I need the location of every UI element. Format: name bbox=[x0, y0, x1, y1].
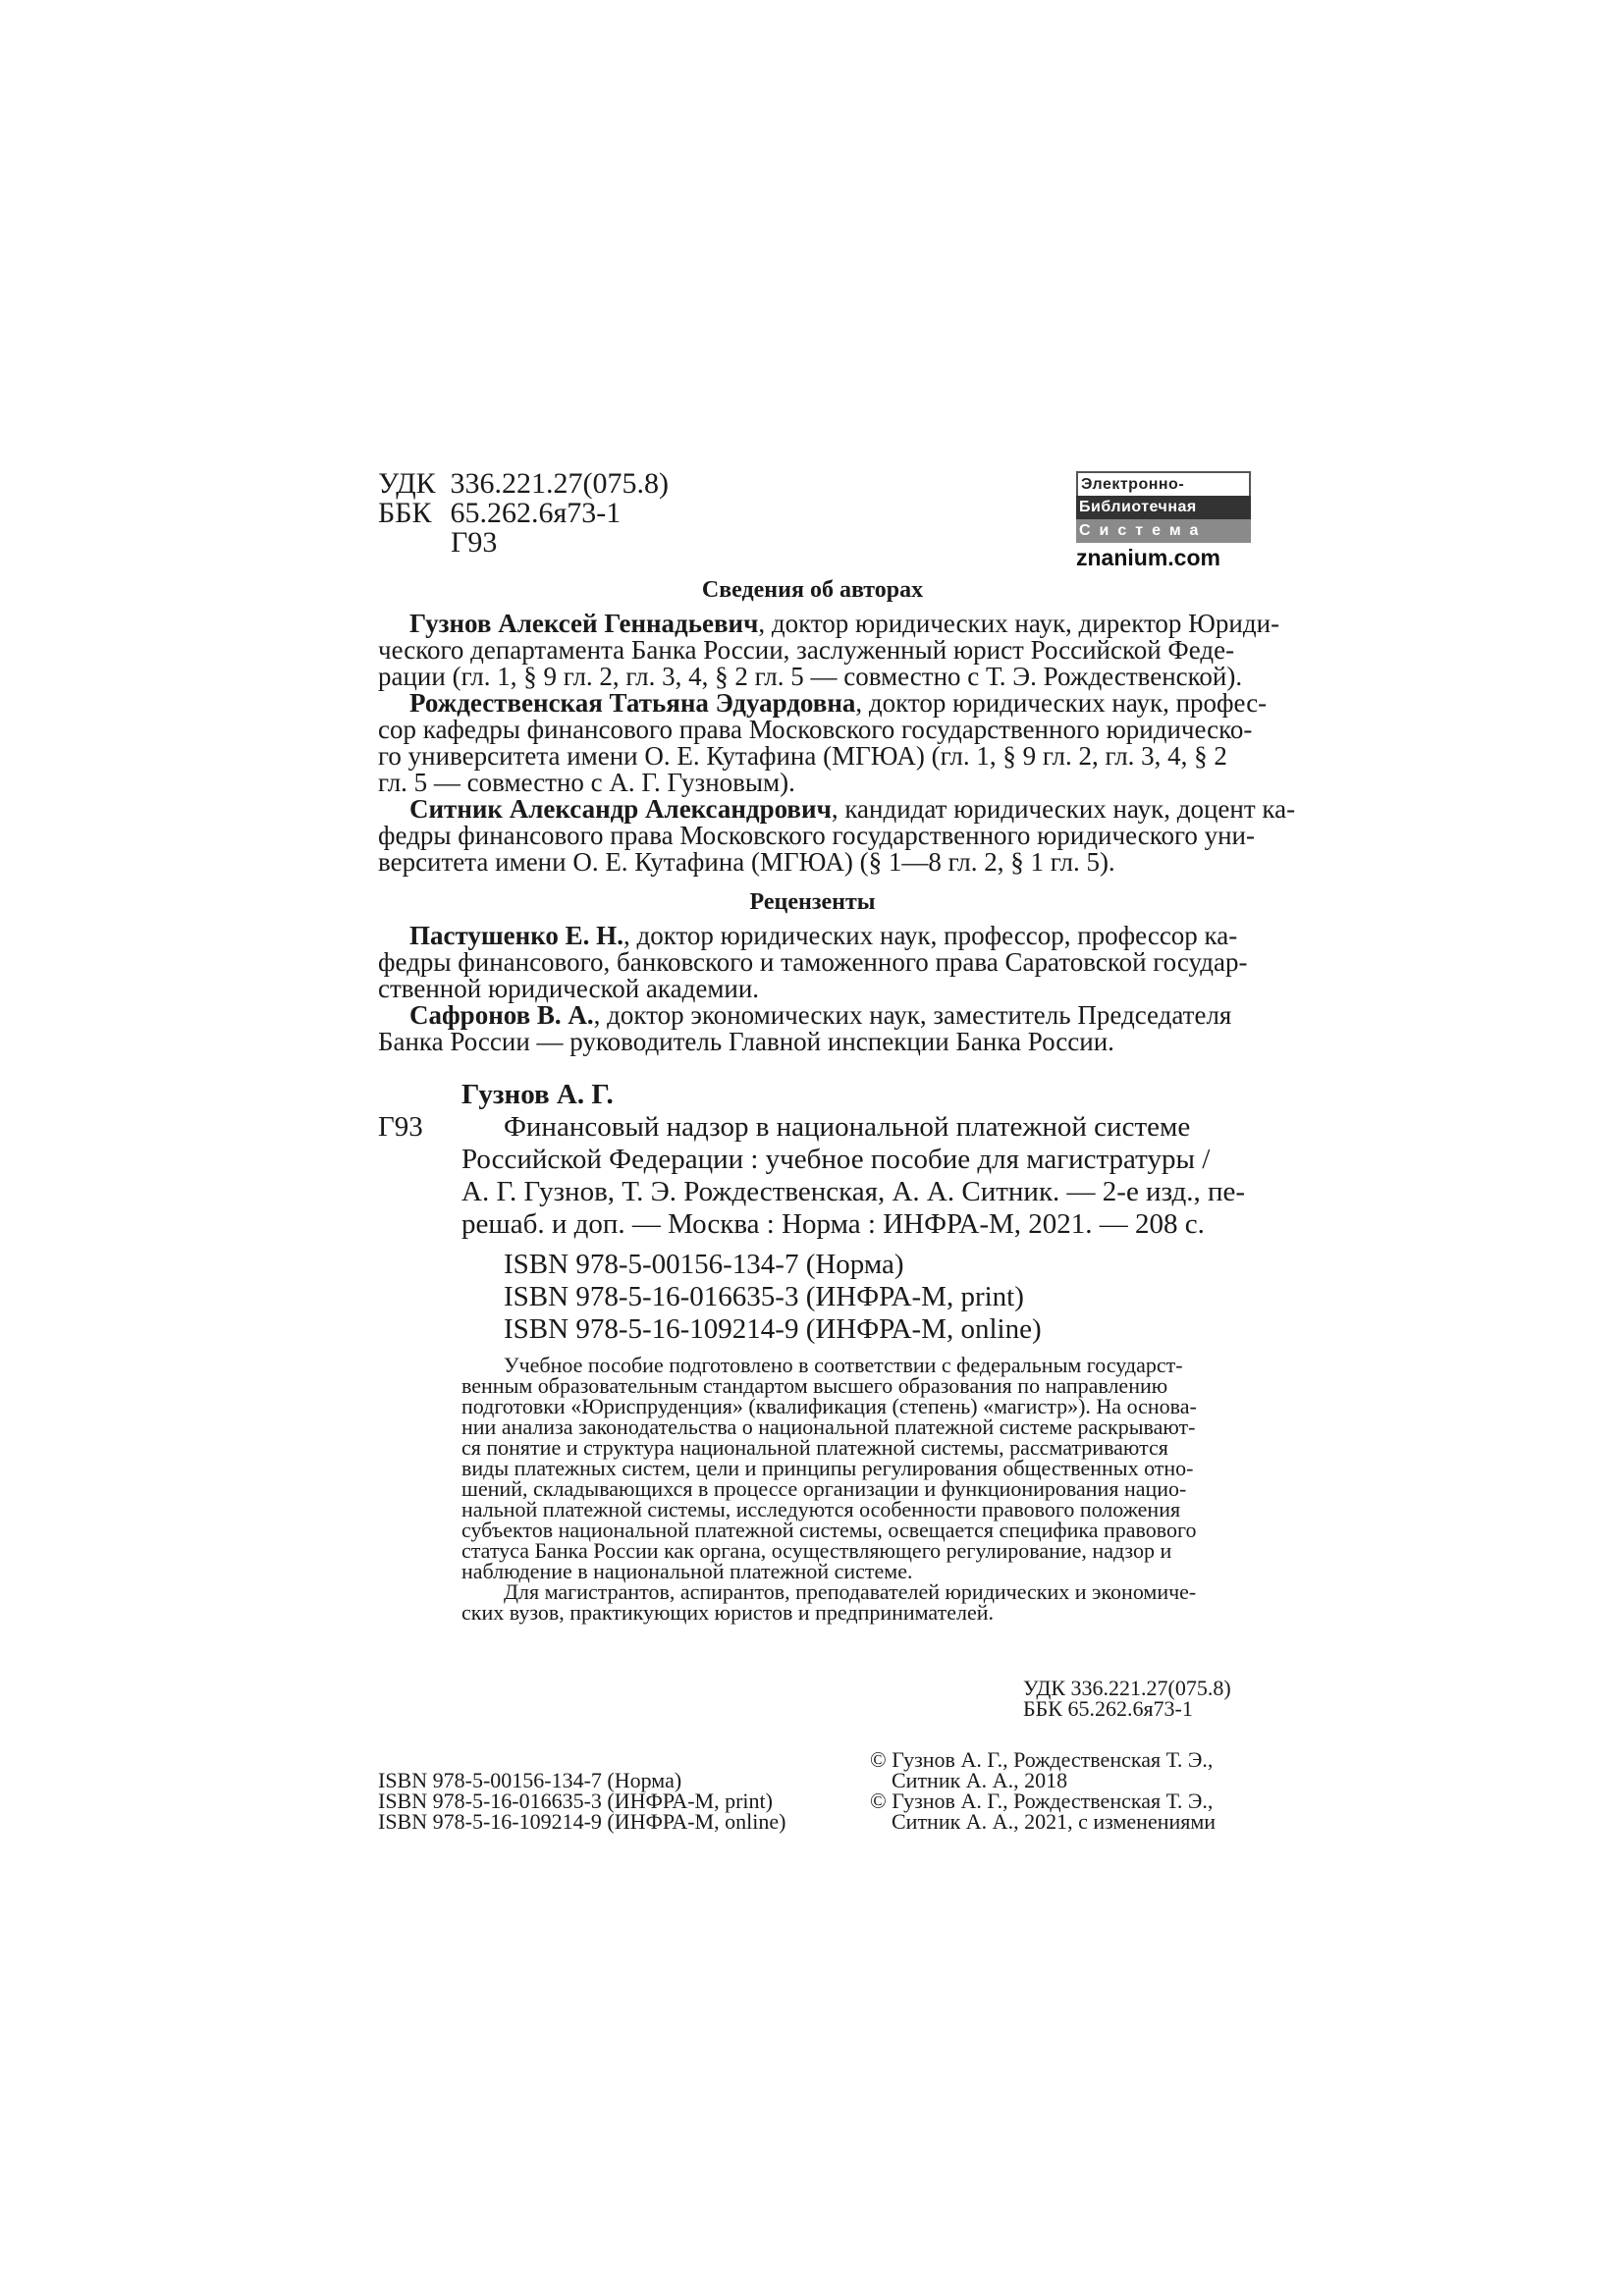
logo-line-2: Библиотечная bbox=[1076, 496, 1251, 519]
author-text: , кандидат юридических наук, доцент ка- bbox=[831, 794, 1296, 824]
footer-isbn: ISBN 978-5-00156-134-7 (Норма) bbox=[378, 1768, 682, 1792]
isbn-line: ISBN 978-5-16-109214-9 (ИНФРА-М, online) bbox=[504, 1313, 1042, 1345]
entry-author: Гузнов А. Г. bbox=[461, 1079, 614, 1110]
reviewer-text: , доктор экономических наук, заместитель Председателя bbox=[593, 1000, 1232, 1030]
copyright-block bbox=[870, 1749, 1216, 1832]
udk-row bbox=[378, 469, 669, 499]
reviewer-name: Пастушенко Е. Н. bbox=[409, 921, 623, 950]
znanium-logo bbox=[1076, 471, 1251, 572]
entry-isbn-list bbox=[504, 1249, 1042, 1346]
annotation-line: Для магистрантов, аспирантов, преподавателей юридических и экономиче- bbox=[504, 1579, 1197, 1604]
entry-index: Г93 bbox=[378, 1111, 423, 1143]
footer-udk: УДК 336.221.27(075.8) bbox=[1023, 1676, 1231, 1700]
annotation-line: нии анализа законодательства о национальной платежной системе раскрывают- bbox=[461, 1415, 1196, 1439]
reviewer-text: , доктор юридических наук, профессор, профессор ка- bbox=[622, 921, 1238, 950]
entry-title-line: Финансовый надзор в национальной платежной системе bbox=[504, 1111, 1191, 1143]
reviewer-text: ственной юридической академии. bbox=[378, 974, 760, 1003]
annotation-line: ских вузов, практикующих юристов и предпринимателей. bbox=[461, 1600, 995, 1625]
copyright-line: Ситник А. А., 2018 bbox=[892, 1768, 1068, 1792]
copyright-line: © Гузнов А. Г., Рождественская Т. Э., bbox=[870, 1789, 1214, 1813]
author-guznov bbox=[378, 609, 1280, 691]
reviewer-pastushenko bbox=[378, 923, 1247, 1002]
author-text: го университета имени О. Е. Кутафина (МГЮА) (гл. 1, § 9 гл. 2, гл. 3, 4, § 2 bbox=[378, 741, 1227, 771]
author-text: , доктор юридических наук, директор Юриди- bbox=[758, 609, 1280, 638]
annotation-line: шений, складывающихся в процессе организации и функционирования нацио- bbox=[461, 1476, 1187, 1501]
annotation-line: нальной платежной системы, исследуются особенности правового положения bbox=[461, 1497, 1181, 1522]
annotation-line: подготовки «Юриспруденция» (квалификация (степень) «магистр»). На основа- bbox=[461, 1394, 1197, 1418]
entry-title-line: Российской Федерации : учебное пособие для магистратуры / bbox=[461, 1144, 1211, 1175]
entry-title-line: А. Г. Гузнов, Т. Э. Рождественская, А. А. Ситник. — 2-е изд., пе- bbox=[461, 1176, 1246, 1207]
annotation-line: Учебное пособие подготовлено в соответствии с федеральным государст- bbox=[504, 1353, 1183, 1377]
udk-value: 336.221.27(075.8) bbox=[450, 467, 669, 500]
author-index: Г93 bbox=[451, 526, 498, 559]
annotation-line: субъектов национальной платежной системы, освещается специфика правового bbox=[461, 1518, 1197, 1542]
udk-label: УДК bbox=[378, 467, 436, 500]
reviewer-text: Банка России — руководитель Главной инспекции Банка России. bbox=[378, 1027, 1114, 1056]
annotation-line: ся понятие и структура национальной платежной системы, рассматриваются bbox=[461, 1435, 1168, 1460]
annotation-line: статуса Банка России как органа, осуществляющего регулирование, надзор и bbox=[461, 1538, 1172, 1563]
copyright-line: Ситник А. А., 2021, с изменениями bbox=[892, 1809, 1217, 1834]
footer-bbk: ББК 65.262.6я73-1 bbox=[1023, 1696, 1193, 1721]
author-rozhdestvenskaya bbox=[378, 688, 1268, 797]
footer-isbn-list bbox=[378, 1770, 785, 1832]
footer-isbn: ISBN 978-5-16-109214-9 (ИНФРА-М, online) bbox=[378, 1809, 786, 1834]
author-name: Гузнов Алексей Геннадьевич bbox=[409, 609, 759, 638]
annotation-line: венным образовательным стандартом высшего образования по направлению bbox=[461, 1373, 1168, 1398]
bbk-label: ББК bbox=[378, 497, 432, 529]
isbn-line: ISBN 978-5-00156-134-7 (Норма) bbox=[504, 1249, 904, 1280]
author-text: ческого департамента Банка России, заслуженный юрист Российской Феде- bbox=[378, 635, 1235, 665]
author-name: Ситник Александр Александрович bbox=[409, 794, 832, 824]
annotation-line: виды платежных систем, цели и принципы регулирования общественных отно- bbox=[461, 1456, 1194, 1480]
reviewer-safronov bbox=[378, 1002, 1247, 1055]
logo-line-3: Система bbox=[1076, 519, 1251, 543]
copyright-line: © Гузнов А. Г., Рождественская Т. Э., bbox=[870, 1747, 1214, 1772]
entry-title bbox=[461, 1111, 1252, 1241]
footer-isbn: ISBN 978-5-16-016635-3 (ИНФРА-М, print) bbox=[378, 1789, 773, 1813]
annotation-line: наблюдение в национальной платежной системе. bbox=[461, 1559, 913, 1583]
isbn-line: ISBN 978-5-16-016635-3 (ИНФРА-М, print) bbox=[504, 1281, 1024, 1312]
author-text: федры финансового права Московского государственного юридического уни- bbox=[378, 821, 1255, 850]
author-text: рации (гл. 1, § 9 гл. 2, гл. 3, 4, § 2 гл. 5 — совместно с Т. Э. Рождественской). bbox=[378, 662, 1243, 691]
reviewer-name: Сафронов В. А. bbox=[409, 1000, 594, 1030]
reviewers-heading: Рецензенты bbox=[749, 889, 876, 915]
logo-line-1: Электронно- bbox=[1076, 471, 1251, 496]
author-text: сор кафедры финансового права Московского государственного юридическо- bbox=[378, 715, 1253, 744]
author-text: , доктор юридических наук, профес- bbox=[855, 688, 1268, 718]
classification-codes bbox=[378, 469, 669, 558]
annotation bbox=[461, 1355, 1252, 1623]
bbk-row bbox=[378, 499, 669, 528]
entry-title-line: решаб. и доп. — Москва : Норма : ИНФРА-М, 2021. — 208 с. bbox=[461, 1208, 1205, 1240]
authors-heading: Сведения об авторах bbox=[701, 577, 924, 603]
footer-codes bbox=[1023, 1678, 1231, 1719]
author-name: Рождественская Татьяна Эдуардовна bbox=[409, 688, 856, 718]
author-sitnik bbox=[378, 794, 1296, 877]
logo-domain: znanium.com bbox=[1076, 545, 1220, 570]
reviewer-text: федры финансового, банковского и таможенного права Саратовской государ- bbox=[378, 947, 1248, 977]
author-text: верситета имени О. Е. Кутафина (МГЮА) (§ 1—8 гл. 2, § 1 гл. 5). bbox=[378, 847, 1115, 877]
bbk-value: 65.262.6я73-1 bbox=[450, 497, 622, 529]
author-text: гл. 5 — совместно с А. Г. Гузновым). bbox=[378, 768, 795, 797]
